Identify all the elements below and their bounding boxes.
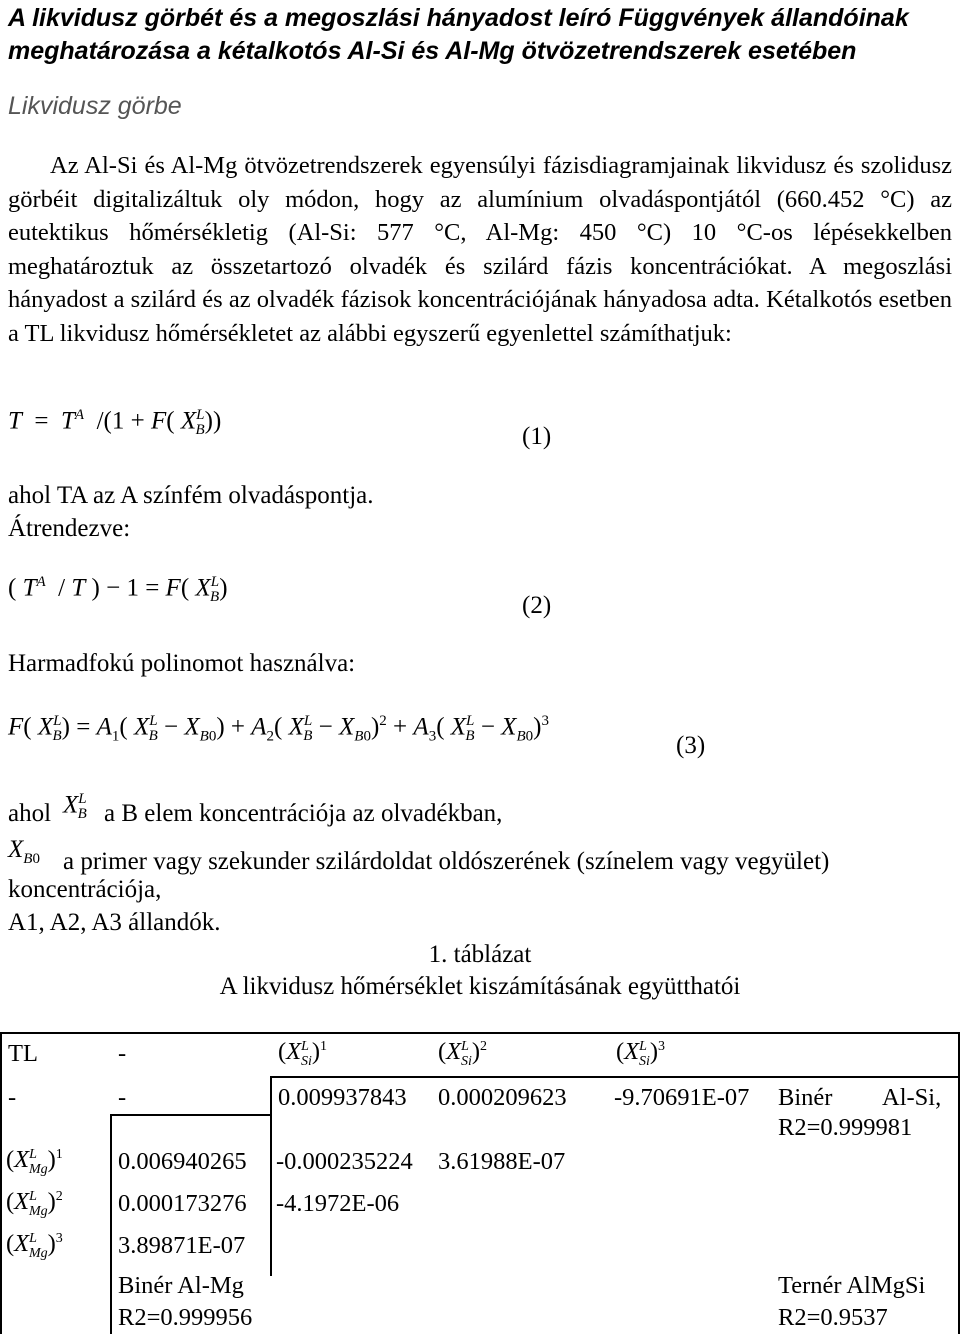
equation-1: $T = T^A$ /(1 + F( $X^L_B$)) (8, 407, 222, 439)
table-caption: A likvidusz hőmérséklet kiszámításának együtthatói (219, 973, 741, 1000)
definition-2-text: a primer vagy szekunder szilárdoldat oldószerének (színelem vagy vegyület) (63, 848, 830, 875)
definition-1-text: a B elem koncentrációja az olvadékban, (104, 800, 503, 827)
footer-left-a: Binér Al-Mg (118, 1272, 244, 1299)
equation-1-number: (1) (522, 423, 552, 450)
table-line-col2 (270, 1076, 272, 1276)
footer-left-b: R2=0.999956 (118, 1304, 253, 1331)
definition-3-text: A1, A2, A3 állandók. (8, 909, 221, 936)
row1-note-b: Al-Si, (882, 1084, 942, 1111)
document-title: A likvidusz görbét és a megoszlási hányadost leíró Függvények állandóinak meghatározása a kétalkotós Al-Si és Al-Mg ötvözetrendszerek esetében (8, 4, 909, 65)
reorder-label: Átrendezve: (8, 515, 131, 542)
symbol-xbl: $X^L_B$ (63, 791, 87, 823)
polynomial-label: Harmadfokú polinomot használva: (8, 650, 356, 677)
row1-note-a: Binér (778, 1084, 833, 1111)
row1-label-2: - (118, 1084, 127, 1111)
row1-value-3: -9.70691E-07 (614, 1084, 750, 1111)
row2-header-xmg-1: $(X^L_{Mg})^1$ (6, 1146, 63, 1177)
row1-note-c: R2=0.999981 (778, 1114, 913, 1141)
row3-value-2: -4.1972E-06 (276, 1190, 400, 1217)
symbol-xb0: $X_{B0}$ (8, 836, 40, 867)
row1-value-2: 0.000209623 (438, 1084, 567, 1111)
equation-3-number: (3) (676, 732, 706, 759)
row4-header-xmg-3: $(X^L_{Mg})^3$ (6, 1230, 63, 1261)
header-xsi-3: $(X^L_{Si})^3$ (616, 1038, 665, 1069)
table-line-header (270, 1076, 960, 1078)
table-number: 1. táblázat (428, 941, 532, 968)
section-title: Likvidusz görbe (8, 92, 182, 120)
table-line-row1 (110, 1114, 272, 1116)
equation-3: F( $X^L_B) = A_1$( $X^L_B - X_{B0}) + A_2$( $X^L_B - X_{B0})^2 + A_3$( $X^L_B - X_{B0})^3$ (8, 713, 549, 745)
header-dash: - (118, 1040, 127, 1067)
row2-value-2: -0.000235224 (276, 1148, 413, 1175)
header-xsi-2: $(X^L_{Si})^2$ (438, 1038, 487, 1069)
table-border-top (0, 1032, 960, 1034)
row3-header-xmg-2: $(X^L_{Mg})^2$ (6, 1188, 63, 1219)
header-xsi-1: $(X^L_{Si})^1$ (278, 1038, 327, 1069)
equation-2-number: (2) (522, 592, 552, 619)
coefficients-table (0, 1032, 960, 1334)
footer-right-b: R2=0.9537 (778, 1304, 888, 1331)
row4-value-1: 3.89871E-07 (118, 1232, 246, 1259)
row1-value-1: 0.009937843 (278, 1084, 407, 1111)
intro-paragraph: Az Al-Si és Al-Mg ötvözetrendszerek egyensúlyi fázisdiagramjainak likvidusz és szolidusz görbéit digitalizáltuk oly módon, hogy az alumínium olvadáspontjától (660.452 °C) az eutektikus hőmérsékletig (Al-Si: 577 °C, Al-Mg: 450 °C) 10 °C-os lépésekkelben meghatároztuk az összetartozó olvadék és szilárd fázis koncentrációkat. A megoszlási hányadost a szilárd és az olvadék fázisok koncentrációjának hányadosa adta. Kétalkotós esetben a TL likvidusz hőmérsékletet az alábbi egyszerű egyenlettel számíthatjuk: (8, 152, 952, 347)
eq1-explanation: ahol TA az A színfém olvadáspontja. (8, 482, 374, 509)
table-border-left (0, 1032, 2, 1334)
row1-label-1: - (8, 1084, 17, 1111)
equation-2: ( $T^A$ / T ) − 1 = F( $X^L_B$) (8, 574, 228, 606)
definition-2-cont: koncentrációja, (8, 876, 162, 903)
table-line-col1 (110, 1114, 112, 1334)
header-tl: TL (8, 1040, 38, 1067)
definition-1-lead: ahol (8, 800, 52, 827)
row2-value-3: 3.61988E-07 (438, 1148, 566, 1175)
row3-value-1: 0.000173276 (118, 1190, 247, 1217)
row2-value-1: 0.006940265 (118, 1148, 247, 1175)
footer-right-a: Ternér AlMgSi (778, 1272, 926, 1299)
